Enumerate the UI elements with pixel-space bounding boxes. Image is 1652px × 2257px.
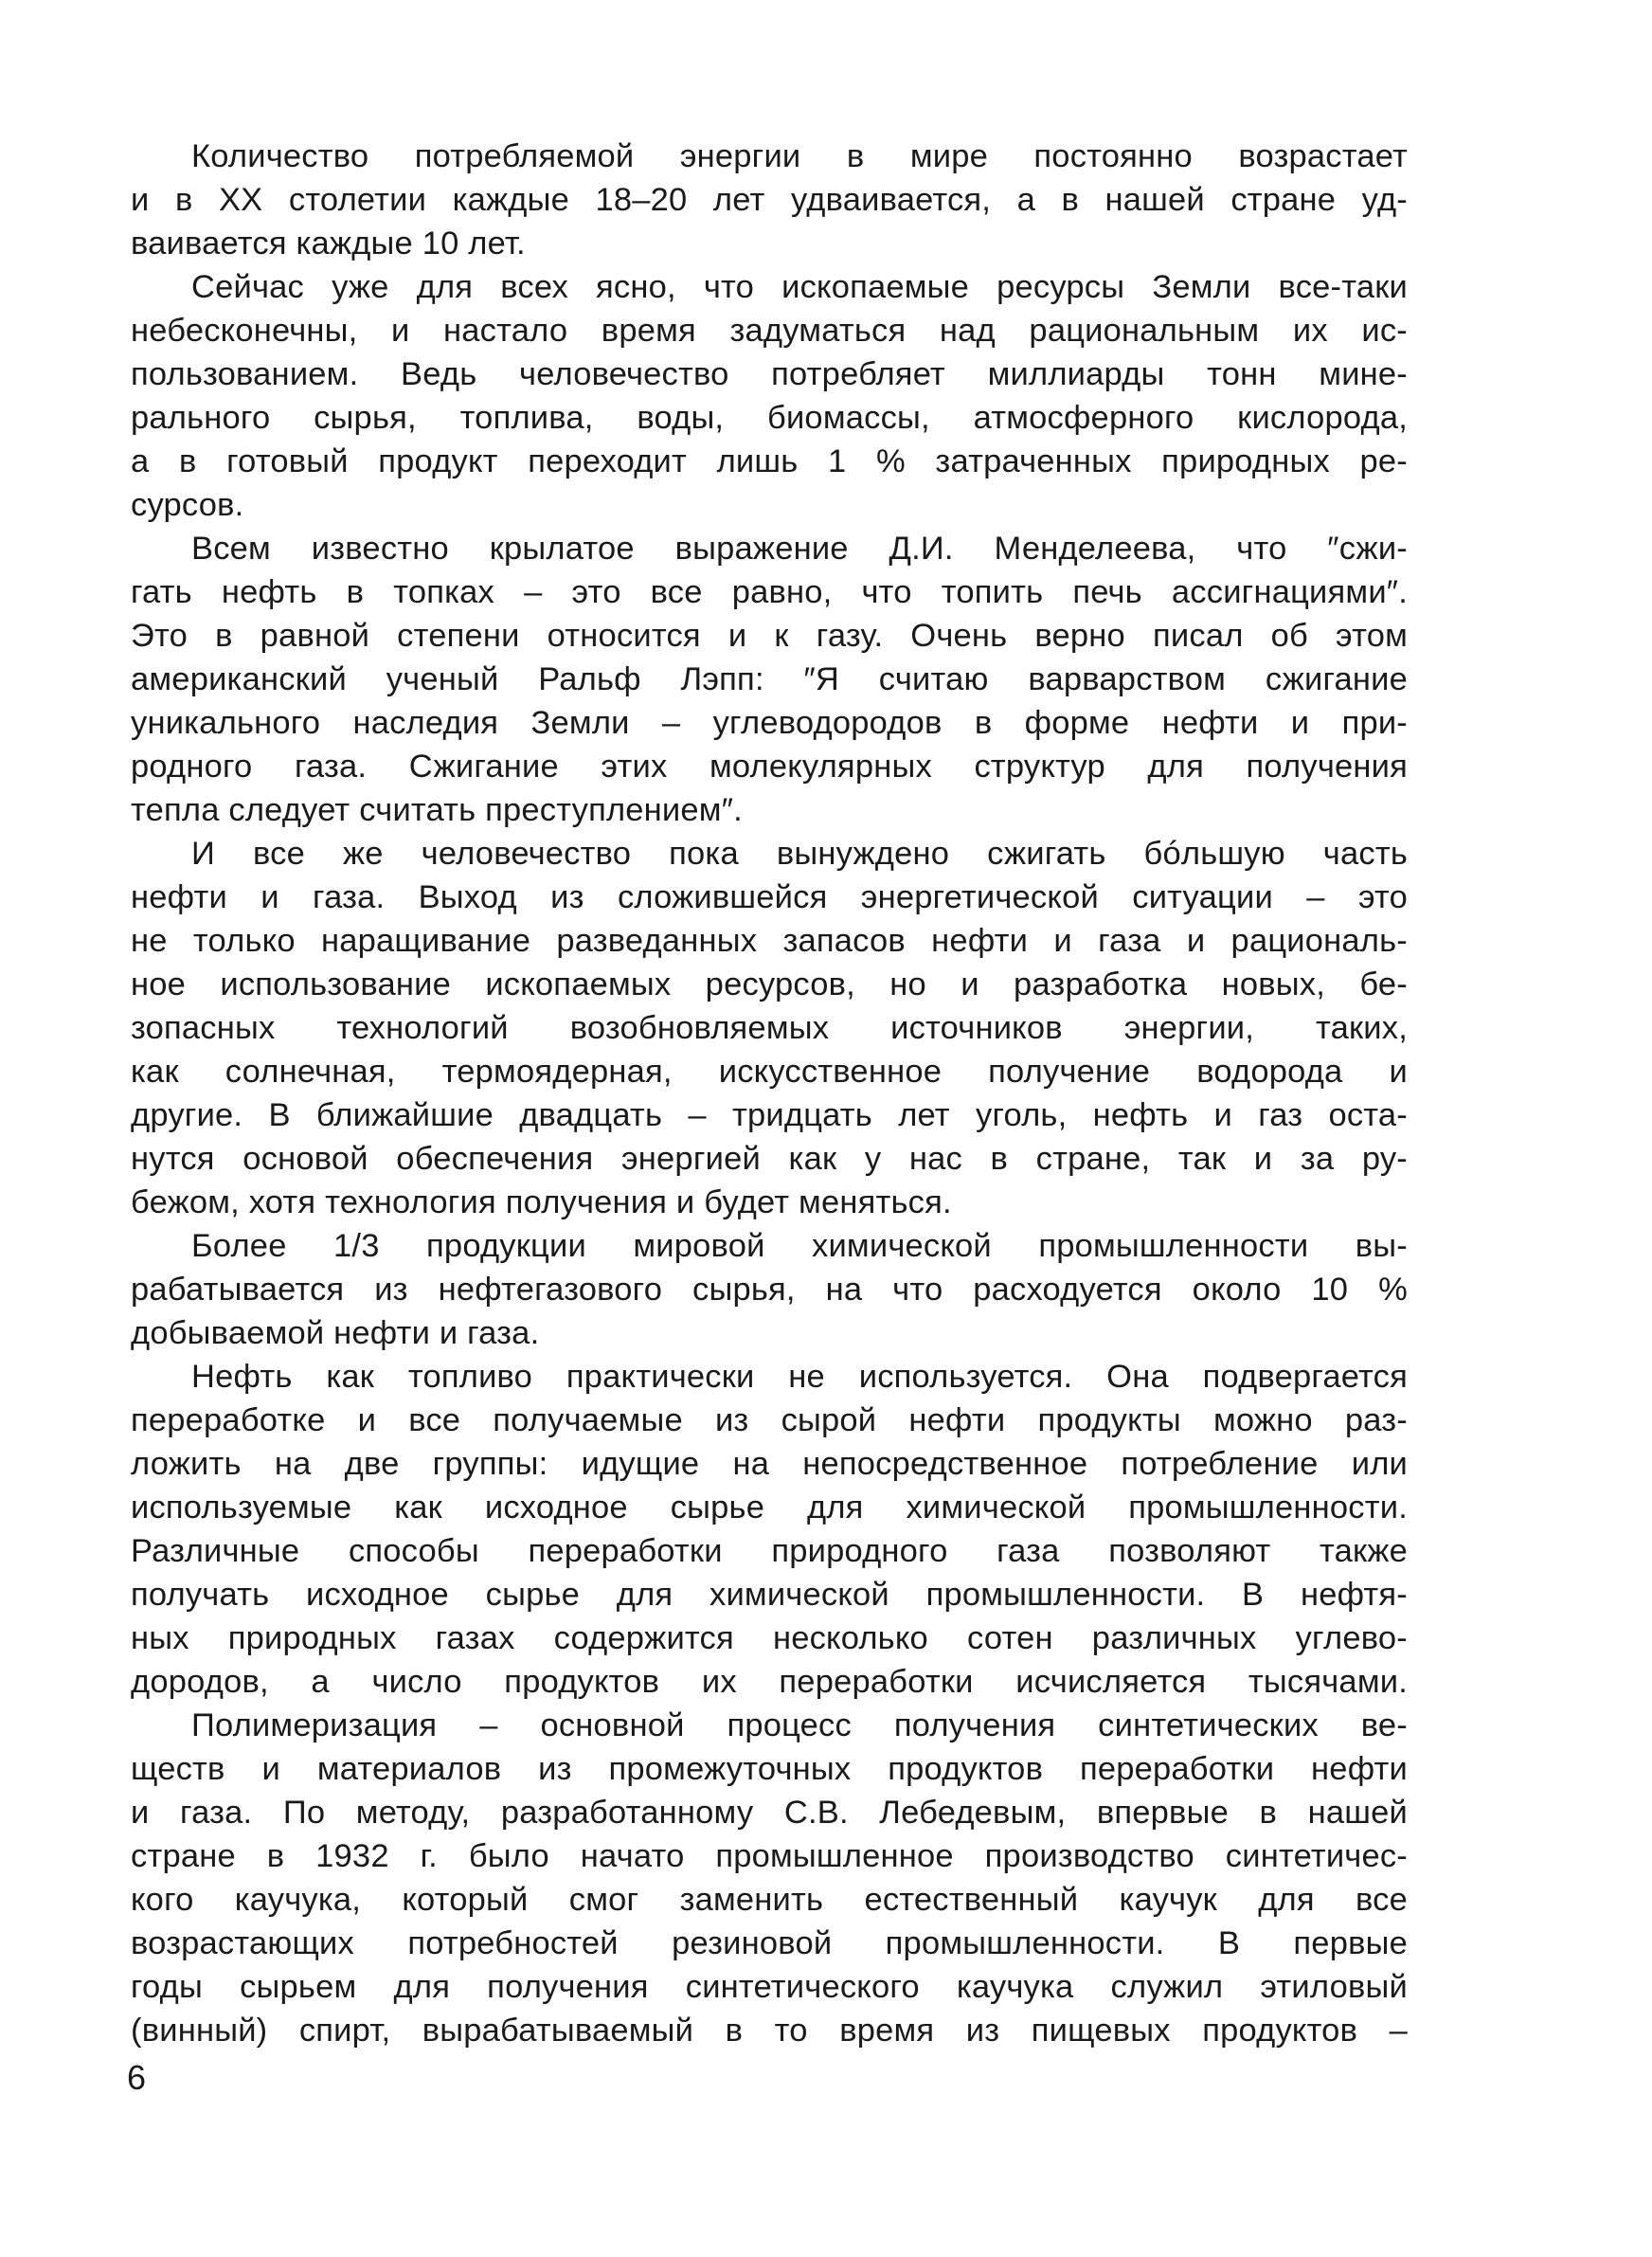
text-line: И все же человечество пока вынуждено сжигать бóльшую часть [191, 836, 1408, 872]
text-line: ных природных газах содержится несколько сотен различных углево- [131, 1620, 1408, 1656]
text-line: Это в равной степени относится и к газу. Очень верно писал об этом [131, 618, 1408, 654]
text-line: небесконечны, и настало время задуматься над рациональным их ис- [131, 313, 1408, 349]
text-line: бежом, хотя технология получения и будет меняться. [131, 1184, 952, 1220]
text-line: нутся основой обеспечения энергией как у нас в стране, так и за ру- [131, 1141, 1408, 1177]
text-line: не только наращивание разведанных запасов нефти и газа и рациональ- [131, 923, 1408, 959]
text-line: уникального наследия Земли – углеводородов в форме нефти и при- [131, 705, 1408, 741]
text-line: ваивается каждые 10 лет. [131, 226, 526, 262]
text-line: американский ученый Ральф Лэпп: ″Я считаю варварством сжигание [131, 661, 1408, 697]
text-line: как солнечная, термоядерная, искусственное получение водорода и [131, 1054, 1408, 1090]
text-line: сурсов. [131, 487, 244, 523]
text-line: и в XX столетии каждые 18–20 лет удваивается, а в нашей стране уд- [131, 182, 1408, 218]
text-line: ществ и материалов из промежуточных продуктов переработки нефти [131, 1751, 1408, 1787]
page-number: 6 [127, 2058, 147, 2097]
text-line: Нефть как топливо практически не используется. Она подвергается [191, 1359, 1408, 1395]
text-line: (винный) спирт, вырабатываемый в то время из пищевых продуктов – [131, 2013, 1408, 2049]
text-line: родного газа. Сжигание этих молекулярных структур для получения [131, 749, 1408, 785]
body-text [131, 135, 1408, 2052]
text-line: используемые как исходное сырье для химической промышленности. [131, 1490, 1408, 1526]
text-line: годы сырьем для получения синтетического каучука служил этиловый [131, 1969, 1408, 2005]
text-line: Сейчас уже для всех ясно, что ископаемые ресурсы Земли все-таки [191, 269, 1408, 305]
text-line: переработке и все получаемые из сырой нефти продукты можно раз- [131, 1402, 1408, 1438]
text-line: получать исходное сырье для химической промышленности. В нефтя- [131, 1577, 1408, 1613]
text-line: Различные способы переработки природного газа позволяют также [131, 1533, 1408, 1569]
text-line: рабатывается из нефтегазового сырья, на что расходуется около 10 % [131, 1272, 1408, 1308]
text-line: а в готовый продукт переходит лишь 1 % затраченных природных ре- [131, 443, 1408, 479]
text-line: стране в 1932 г. было начато промышленное производство синтетичес- [131, 1838, 1408, 1874]
text-line: нефти и газа. Выход из сложившейся энергетической ситуации – это [131, 879, 1408, 915]
text-line: зопасных технологий возобновляемых источников энергии, таких, [131, 1010, 1408, 1046]
text-line: Полимеризация – основной процесс получения синтетических ве- [191, 1707, 1408, 1743]
text-line: ложить на две группы: идущие на непосредственное потребление или [131, 1446, 1408, 1482]
text-line: тепла следует считать преступлением″. [131, 792, 743, 828]
text-line: кого каучука, который смог заменить естественный каучук для все [131, 1882, 1408, 1918]
text-line: добываемой нефти и газа. [131, 1315, 540, 1351]
text-line: Количество потребляемой энергии в мире постоянно возрастает [191, 138, 1408, 174]
text-line: ное использование ископаемых ресурсов, но и разработка новых, бе- [131, 966, 1408, 1002]
text-line: Более 1/3 продукции мировой химической промышленности вы- [191, 1228, 1408, 1264]
text-line: Всем известно крылатое выражение Д.И. Менделеева, что ″сжи- [191, 531, 1408, 567]
text-line: возрастающих потребностей резиновой промышленности. В первые [131, 1925, 1408, 1961]
text-line: и газа. По методу, разработанному С.В. Лебедевым, впервые в нашей [131, 1795, 1408, 1831]
text-line: пользованием. Ведь человечество потребляет миллиарды тонн мине- [131, 356, 1408, 392]
text-line: гать нефть в топках – это все равно, что топить печь ассигнациями″. [131, 574, 1408, 610]
text-line: рального сырья, топлива, воды, биомассы, атмосферного кислорода, [131, 400, 1408, 436]
text-line: другие. В ближайшие двадцать – тридцать лет уголь, нефть и газ оста- [131, 1097, 1408, 1133]
text-line: дородов, а число продуктов их переработки исчисляется тысячами. [131, 1664, 1408, 1700]
